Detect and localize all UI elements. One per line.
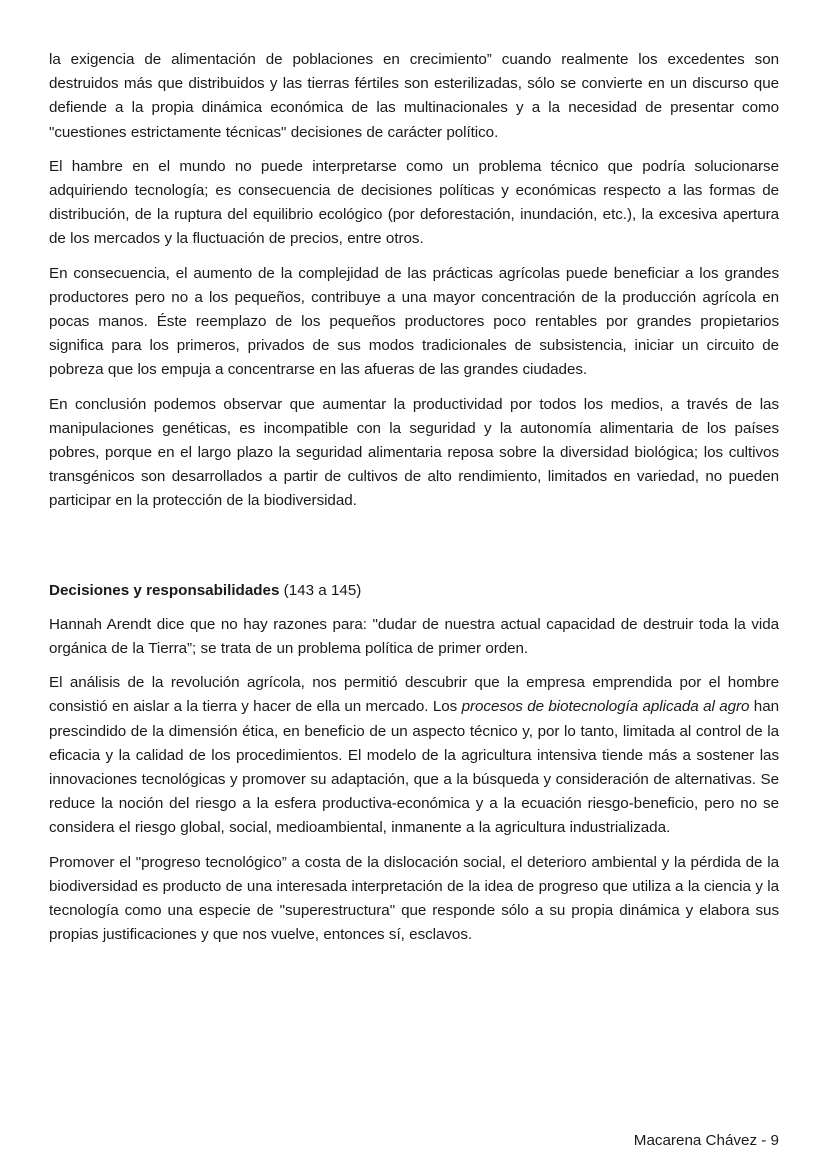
paragraph-6-segment-1: El análisis de la revolución agrícola, nos permitió descubrir que la empresa emprendida por el hombre consistió en aislar a la tierra y hacer de ella un mercado. Los — [49, 674, 779, 716]
paragraph-1: la exigencia de alimentación de poblaciones en crecimiento” cuando realmente los excedentes son destruidos más que distribuidos y las tierras fértiles son esterilizadas, sólo se convierte en un discurso que defiende a la propia dinámica económica de las multinacionales y a la necesidad de presentar como "cuestiones estrictamente técnicas" decisiones de carácter político. — [49, 51, 779, 141]
section-heading — [49, 579, 779, 603]
section-spacer — [49, 524, 779, 579]
paragraph-6-segment-2: han prescindido de la dimensión ética, en beneficio de un aspecto técnico y, por lo tanto, limitada al control de la eficacia y la calidad de los procedimientos. El modelo de la agricultura intensiva tiende más a sostener las innovaciones tecnológicas y promover su adaptación, que a la búsqueda y consideración de alternativas. Se reduce la noción del riesgo a la esfera productiva-económica y a la ecuación riesgo-beneficio, pero no se considera el riesgo global, social, medioambiental, inmanente a la agricultura industrializada. — [49, 698, 779, 837]
paragraph-6 — [49, 671, 779, 840]
paragraph-7: Promover el "progreso tecnológico” a costa de la dislocación social, el deterioro ambiental y la pérdida de la biodiversidad es producto de una interesada interpretación de la idea de progreso que utiliza a la ciencia y la tecnología como una especie de "superestructura" que responde sólo a su propia dinámica y elabora sus propias justificaciones y que nos vuelve, entonces sí, esclavos. — [49, 853, 779, 944]
page-footer: Macarena Chávez - 9 — [633, 1132, 779, 1149]
document-body — [49, 48, 779, 948]
section-heading-reference: (143 a 145) — [279, 581, 362, 599]
section-heading-title: Decisiones y responsabilidades — [49, 581, 280, 599]
paragraph-6-italic-phrase: procesos de biotecnología aplicada al agro — [461, 698, 750, 716]
paragraph-4: En conclusión podemos observar que aumentar la productividad por todos los medios, a través de las manipulaciones genéticas, es incompatible con la seguridad y la autonomía alimentaria de los países pobres, porque en el largo plazo la seguridad alimentaria reposa sobre la diversidad biológica; los cultivos transgénicos son desarrollados a partir de cultivos de alto rendimiento, limitados en variedad, no pueden participar en la protección de la biodiversidad. — [49, 395, 779, 510]
paragraph-3: En consecuencia, el aumento de la complejidad de las prácticas agrícolas puede beneficiar a los grandes productores pero no a los pequeños, contribuye a una mayor concentración de la producción agrícola en pocas manos. Éste reemplazo de los pequeños productores poco rentables por grandes propietarios significa para los primeros, privados de sus modos tradicionales de subsistencia, iniciar un circuito de pobreza que los empuja a concentrarse en las afueras de las grandes ciudades. — [49, 264, 779, 379]
paragraph-2: El hambre en el mundo no puede interpretarse como un problema técnico que podría solucionarse adquiriendo tecnología; es consecuencia de decisiones políticas y económicas respecto a las formas de distribución, de la ruptura del equilibrio ecológico (por deforestación, inundación, etc.), la excesiva apertura de los mercados y la fluctuación de precios, entre otros. — [49, 157, 779, 248]
paragraph-5: Hannah Arendt dice que no hay razones para: "dudar de nuestra actual capacidad de destruir toda la vida orgánica de la Tierra”; se trata de un problema política de primer orden. — [49, 615, 779, 658]
